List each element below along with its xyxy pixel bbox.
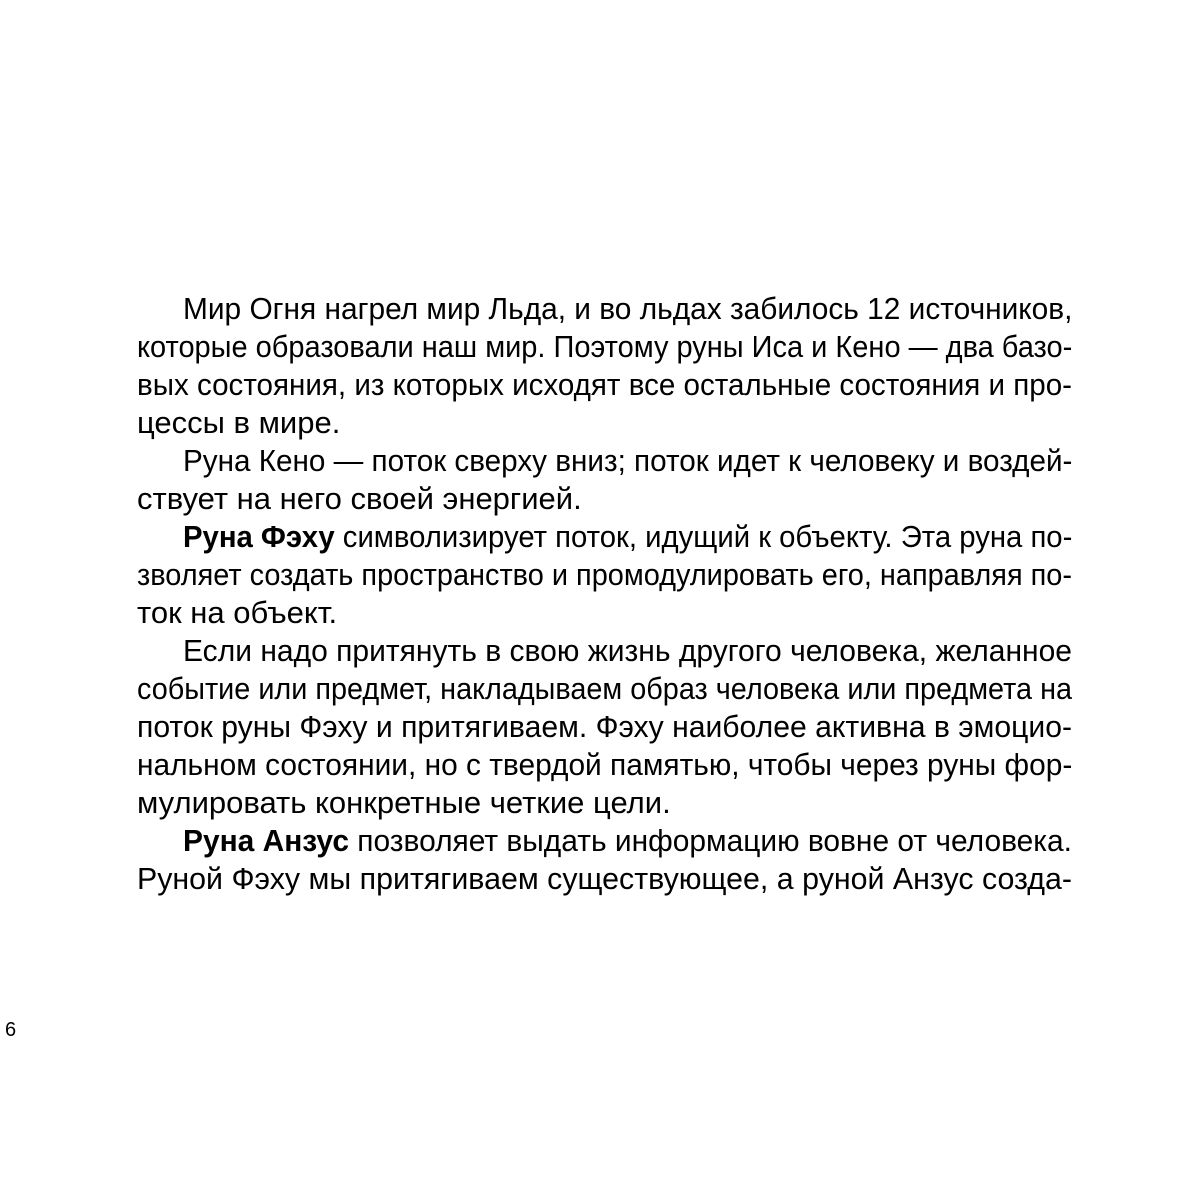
- paragraph: [137, 518, 1072, 632]
- bold-term: Руна Анзус: [182, 823, 349, 858]
- text-run: ствует на него своей энергией.: [137, 481, 582, 516]
- text-line: [137, 746, 1072, 784]
- text-run: ток на объект.: [137, 595, 338, 630]
- text-line: [137, 822, 1072, 860]
- text-run: Если надо притянуть в свою жизнь другого человека, желанное: [182, 633, 1072, 668]
- text-line: [137, 556, 1072, 594]
- text-line: [137, 670, 1072, 708]
- paragraph: [137, 290, 1072, 442]
- text-line: [137, 404, 1072, 442]
- text-line: [137, 366, 1072, 404]
- text-run: событие или предмет, накладываем образ человека или предмета на: [137, 671, 1072, 706]
- bold-term: Руна Фэху: [182, 519, 335, 554]
- text-run: мулировать конкретные четкие цели.: [137, 785, 671, 820]
- text-run: поток руны Фэху и притягиваем. Фэху наиболее активна в эмоцио-: [137, 709, 1072, 744]
- text-run: Мир Огня нагрел мир Льда, и во льдах забилось 12 источников,: [182, 291, 1073, 326]
- text-run: нальном состоянии, но с твердой памятью, чтобы через руны фор-: [137, 747, 1073, 782]
- text-run: зволяет создать пространство и промодулировать его, направляя по-: [137, 557, 1072, 592]
- paragraph: [137, 632, 1072, 822]
- text-line: [137, 480, 1072, 518]
- text-line: [137, 518, 1072, 556]
- paragraph: [137, 822, 1072, 898]
- text-line: [137, 290, 1072, 328]
- text-line: [137, 632, 1072, 670]
- text-line: [137, 860, 1072, 898]
- paragraph: [137, 442, 1072, 518]
- text-run: вых состояния, из которых исходят все остальные состояния и про-: [137, 367, 1072, 402]
- text-line: [137, 784, 1072, 822]
- text-run: которые образовали наш мир. Поэтому руны Иса и Кено — два базо-: [137, 329, 1073, 364]
- text-line: [137, 442, 1072, 480]
- body-text: [137, 290, 1072, 898]
- text-run: символизирует поток, идущий к объекту. Эта руна по-: [334, 519, 1073, 554]
- text-line: [137, 594, 1072, 632]
- text-run: позволяет выдать информацию вовне от человека.: [348, 823, 1073, 858]
- text-line: [137, 708, 1072, 746]
- text-run: Руной Фэху мы притягиваем существующее, а руной Анзус созда-: [137, 861, 1072, 896]
- text-run: цессы в мире.: [137, 405, 341, 440]
- page-number: 6: [5, 1019, 17, 1041]
- text-run: Руна Кено — поток сверху вниз; поток идет к человеку и воздей-: [182, 443, 1073, 478]
- text-line: [137, 328, 1072, 366]
